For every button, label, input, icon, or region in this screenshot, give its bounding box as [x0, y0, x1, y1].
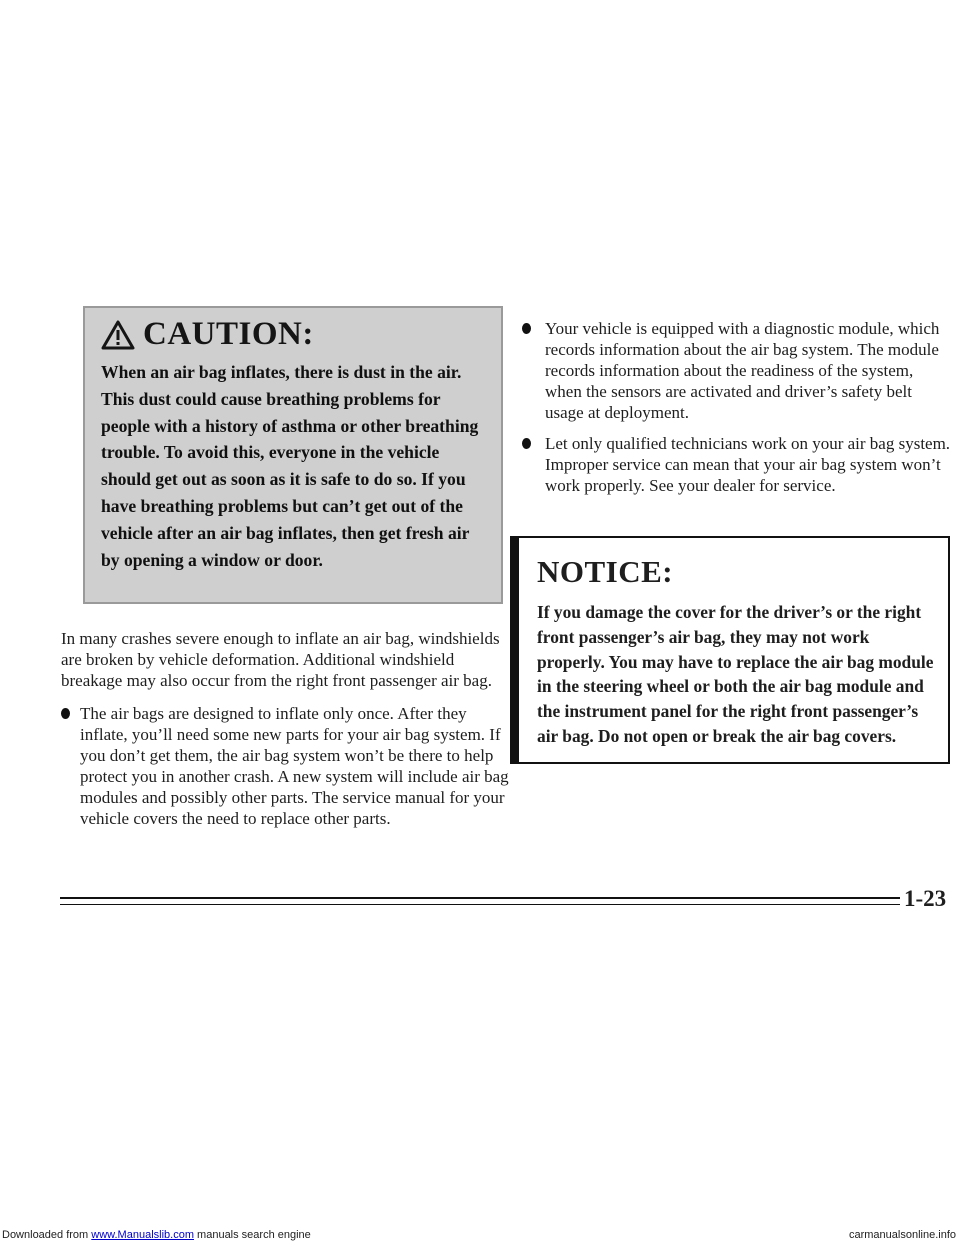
bullet-icon: [522, 438, 531, 449]
caution-header: [101, 316, 487, 353]
page-rule-thin: [60, 904, 900, 905]
caution-box: [83, 306, 503, 604]
warning-triangle-icon: [101, 320, 135, 350]
footer-prefix: Downloaded from: [2, 1229, 89, 1241]
right-column: [522, 318, 952, 506]
notice-title: NOTICE:: [537, 554, 674, 589]
list-item: [61, 703, 511, 829]
bullet-text: Let only qualified technicians work on your air bag system. Improper service can mean that your air bag system won’t work properly. See your dealer for service.: [545, 434, 951, 495]
bullet-text: Your vehicle is equipped with a diagnostic module, which records information about the air bag system. The module records information about the readiness of the system, when the sensors are activated and driver’s safety belt usage at deployment.: [545, 319, 940, 422]
bullet-icon: [61, 708, 70, 719]
footer-site-link[interactable]: www.Manualslib.com: [91, 1229, 194, 1241]
notice-text: If you damage the cover for the driver’s or the right front passenger’s air bag, they may not work properly. You may have to replace the air bag module in the steering wheel or both the air bag module and the instrument panel for the right front passenger’s air bag. Do not open or break the air bag covers.: [537, 602, 934, 746]
page-number: 1-23: [904, 886, 947, 911]
caution-text: When an air bag inflates, there is dust in the air. This dust could cause breathing problems for people with a history of asthma or other breathing trouble. To avoid this, everyone in the vehicle should get out as soon as it is safe to do so. If you have breathing problems but can’t get out of the vehicle after an air bag inflates, then get fresh air by opening a window or door.: [101, 362, 479, 570]
list-item: [522, 433, 952, 496]
footer-credit: [2, 1228, 311, 1242]
footer-suffix: manuals search engine: [197, 1229, 311, 1241]
page-rule: [60, 897, 900, 899]
bullet-text: The air bags are designed to inflate only once. After they inflate, you’ll need some new parts for your air bag system. If you don’t get them, the air bag system won’t be there to help protect you in another crash. A new system will include air bag modules and possibly other parts. The service manual for your vehicle covers the need to replace other parts.: [80, 704, 509, 828]
left-column: [61, 628, 511, 841]
footer-watermark: carmanualsonline.info: [848, 1229, 956, 1241]
notice-box: [510, 536, 950, 764]
bullet-icon: [522, 323, 531, 334]
list-item: [522, 318, 952, 423]
intro-paragraph: In many crashes severe enough to inflate an air bag, windshields are broken by vehicle deformation. Additional windshield breakage may also occur from the right front passenger air bag.: [61, 629, 500, 690]
download-footer: [0, 1228, 960, 1242]
caution-title: CAUTION:: [143, 316, 314, 352]
